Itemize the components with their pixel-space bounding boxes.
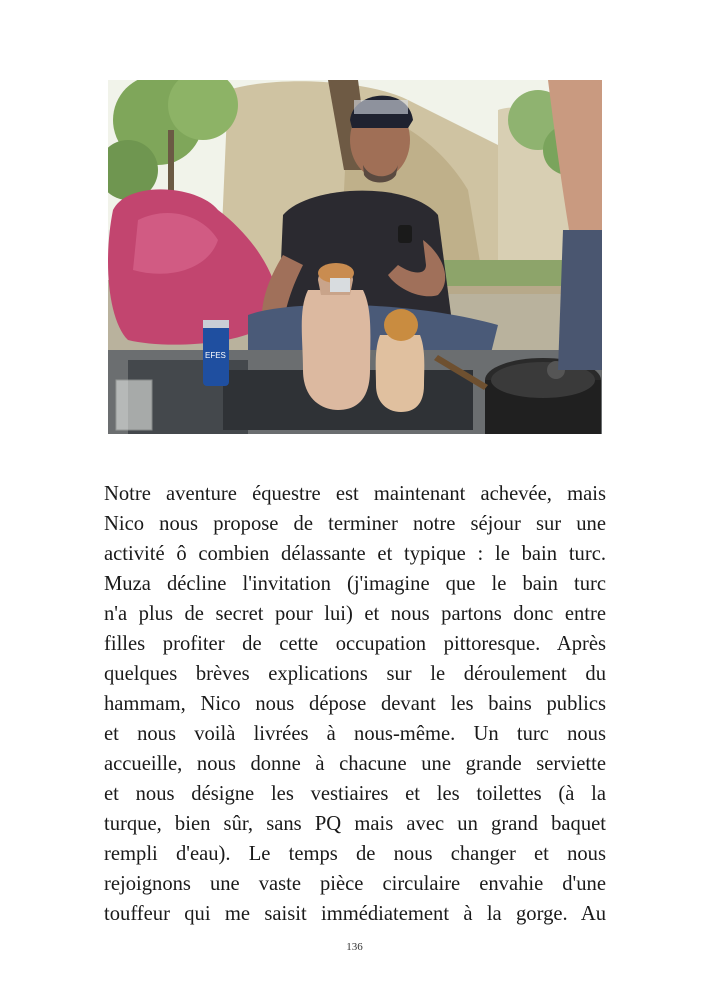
text-line: n'a plus de secret pour lui) et nous partons donc entre: [104, 603, 606, 625]
text-line: hammam, Nico nous dépose devant les bains publics: [104, 693, 606, 715]
text-line: quelques brèves explications sur le déroulement du: [104, 663, 606, 685]
photo: [108, 80, 602, 434]
text-line: touffeur qui me saisit immédiatement à la gorge. Au: [104, 903, 606, 925]
text-line: et nous désigne les vestiaires et les toilettes (à la: [104, 783, 606, 805]
text-line: activité ô combien délassante et typique : le bain turc.: [104, 543, 606, 565]
text-line: Nico nous propose de terminer notre séjour sur une: [104, 513, 606, 535]
body-text: [104, 479, 606, 929]
text-line: et nous voilà livrées à nous-même. Un turc nous: [104, 723, 606, 745]
text-line: Notre aventure équestre est maintenant achevée, mais: [104, 483, 606, 505]
page-number: 136: [346, 941, 363, 953]
photo-illustration: [108, 80, 602, 434]
text-line: Muza décline l'invitation (j'imagine que le bain turc: [104, 573, 606, 595]
text-line: rempli d'eau). Le temps de nous changer et nous: [104, 843, 606, 865]
text-line: accueille, nous donne à chacune une grande serviette: [104, 753, 606, 775]
text-line: filles profiter de cette occupation pittoresque. Après: [104, 633, 606, 655]
can-label: EFES: [205, 351, 226, 360]
text-line: turque, bien sûr, sans PQ mais avec un grand baquet: [104, 813, 606, 835]
text-line: rejoignons une vaste pièce circulaire envahie d'une: [104, 873, 606, 895]
